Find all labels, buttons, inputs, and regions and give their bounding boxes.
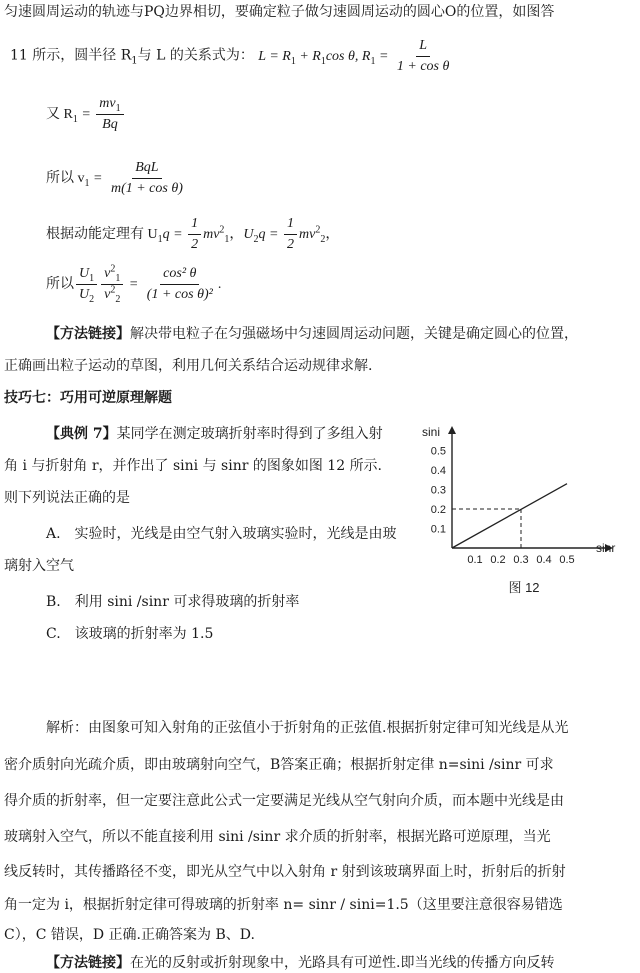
text: 根据动能定理有 U (46, 226, 158, 242)
method-label: 【方法链接】 (46, 326, 130, 342)
math: mv (99, 96, 116, 111)
text: 所以 (46, 276, 74, 292)
x-tick-label: 0.1 (467, 554, 483, 566)
subscript: 1 (157, 233, 163, 245)
superscript: 2 (315, 224, 321, 236)
text: 与 L 的关系式为： (137, 47, 254, 64)
fraction (394, 36, 453, 77)
text: 某同学在测定玻璃折射率时得到了多组入射 (116, 426, 383, 442)
equation-line-radius (10, 36, 454, 77)
math: cos θ, R (325, 48, 371, 64)
numerator (101, 264, 123, 285)
option-a-cont: 璃射入空气 (4, 558, 74, 574)
equation (46, 263, 222, 305)
x-tick-label: 0.3 (513, 554, 529, 566)
method-link-line (46, 324, 578, 344)
subscript: 1 (320, 55, 326, 67)
analysis-line: 角一定为 i，根据折射定律可得玻璃的折射率 n= sinr / sini=1.5（这里要注意很容易错选 (4, 897, 563, 913)
y-tick-label: 0.4 (430, 465, 446, 477)
y-tick-label: 0.2 (430, 504, 446, 516)
x-tick-label: 0.4 (536, 554, 552, 566)
method-label: 【方法链接】 (46, 955, 130, 971)
equation (46, 96, 126, 132)
y-axis-arrow (448, 426, 456, 434)
superscript: 2 (110, 284, 116, 296)
math: v (104, 266, 111, 281)
subscript: 1 (89, 272, 95, 284)
x-tick-label: 0.2 (490, 554, 506, 566)
math: v (104, 287, 111, 302)
fraction (284, 214, 297, 255)
denominator: m(1 + cos θ) (110, 181, 183, 196)
x-axis-label: sinr (596, 541, 616, 555)
denominator: 1 + cos θ (396, 59, 450, 74)
series-line (452, 484, 567, 548)
fraction (144, 264, 216, 305)
math: = (125, 276, 142, 292)
math: = (375, 48, 392, 64)
numerator (76, 264, 97, 285)
numerator: BqL (132, 158, 161, 179)
equation-line-r1 (46, 94, 126, 135)
subscript: 1 (131, 55, 138, 67)
subscript: 1 (370, 55, 376, 67)
y-axis-label: sini (422, 425, 441, 439)
fraction (188, 214, 201, 255)
example-label: 【典例 7】 (46, 426, 117, 442)
text: 在光的反射或折射现象中，光路具有可逆性.即当光线的传播方向反转 (130, 955, 555, 971)
denominator (76, 285, 97, 305)
subscript: 1 (115, 102, 121, 114)
equation-line-ratio (46, 264, 221, 305)
math: U (79, 266, 90, 281)
text: ， (229, 226, 244, 242)
math: = (77, 106, 95, 122)
math: U (79, 287, 90, 302)
denominator (101, 285, 123, 305)
x-tick-label: 0.5 (559, 554, 575, 566)
analysis-line: C），C 错误，D 正确.正确答案为 B、D. (4, 927, 255, 943)
numerator: 1 (188, 214, 201, 235)
denominator: 2 (286, 237, 294, 252)
y-tick-label: 0.5 (430, 445, 446, 458)
equation-line-energy (46, 214, 339, 255)
equation (46, 216, 340, 252)
option-b: B. 利用 sini /sinr 可求得玻璃的折射率 (46, 594, 300, 610)
denominator: Bq (102, 117, 118, 132)
math: L = R (258, 48, 291, 64)
analysis-line: 密介质射向光疏介质，即由玻璃射向空气，B答案正确；根据折射定律 n=sini /sinr 可求 (4, 757, 554, 773)
text: 所以 v (46, 170, 85, 186)
math: U (243, 226, 254, 242)
numerator (96, 94, 123, 115)
numerator: L (416, 36, 430, 57)
math: = (89, 170, 106, 186)
fraction (96, 94, 123, 135)
figure-caption: 图 12 (508, 580, 540, 595)
math: q = (162, 226, 187, 242)
math: + R (295, 48, 321, 64)
text-line: 正确画出粒子运动的草图，利用几何关系结合运动规律求解. (4, 358, 373, 374)
text: 又 R (46, 106, 73, 122)
superscript: 2 (110, 263, 116, 275)
numerator: cos² θ (160, 264, 199, 285)
option-a: A. 实验时，光线是由空气射入玻璃实验时，光线是由玻 (46, 526, 397, 542)
subscript: 1 (224, 233, 230, 245)
subscript: 1 (290, 55, 296, 67)
fraction (108, 158, 186, 199)
text: ， (325, 226, 340, 242)
text: 11 所示，圆半径 R (10, 47, 132, 64)
subscript: 2 (320, 233, 326, 245)
analysis-line: 得介质的折射率，但一定要注意此公式一定要满足光线从空气射向介质，而本题中光线是由 (4, 793, 564, 809)
analysis-line: 解析：由图象可知入射角的正弦值小于折射角的正弦值.根据折射定律可知光线是从光 (46, 720, 569, 736)
subscript: 1 (84, 177, 90, 189)
subscript: 2 (89, 293, 95, 305)
math: mv (298, 226, 316, 242)
text-line: 角 i 与折射角 r，并作出了 sini 与 sinr 的图象如图 12 所示. (4, 458, 383, 474)
text: 解决带电粒子在匀强磁场中匀速圆周运动问题，关键是确定圆心的位置， (130, 326, 578, 342)
denominator: (1 + cos θ)² (146, 287, 213, 302)
fraction (101, 264, 123, 305)
analysis-line: 玻璃射入空气，所以不能直接利用 sini /sinr 求介质的折射率，根据光路可逆原理，当光 (4, 829, 551, 845)
superscript: 2 (219, 224, 225, 236)
fraction (76, 264, 97, 305)
equation-line-v1 (46, 158, 188, 199)
text-line: 则下列说法正确的是 (4, 490, 130, 506)
method-link-line (46, 953, 554, 973)
y-tick-label: 0.1 (430, 523, 446, 536)
numerator: 1 (284, 214, 297, 235)
math: mv (203, 226, 220, 242)
y-tick-label: 0.3 (430, 484, 446, 497)
text: . (217, 276, 222, 292)
equation (46, 160, 188, 196)
text-line: 匀速圆周运动的轨迹与PQ边界相切，要确定粒子做匀速圆周运动的圆心O的位置，如图答 (4, 4, 555, 20)
subscript: 1 (115, 272, 121, 284)
math: q = (258, 226, 282, 242)
option-c: C. 该玻璃的折射率为 1.5 (46, 626, 214, 642)
analysis-line: 线反转时，其传播路径不变，即光从空气中以入射角 r 射到该玻璃界面上时，折射后的折射 (4, 864, 566, 880)
subscript: 1 (72, 113, 78, 125)
section-heading: 技巧七：巧用可逆原理解题 (4, 390, 172, 406)
subscript: 2 (115, 293, 121, 305)
equation (258, 38, 454, 74)
example-line (46, 424, 383, 444)
denominator: 2 (191, 237, 199, 252)
subscript: 2 (253, 233, 259, 245)
figure-12-chart (420, 420, 620, 600)
